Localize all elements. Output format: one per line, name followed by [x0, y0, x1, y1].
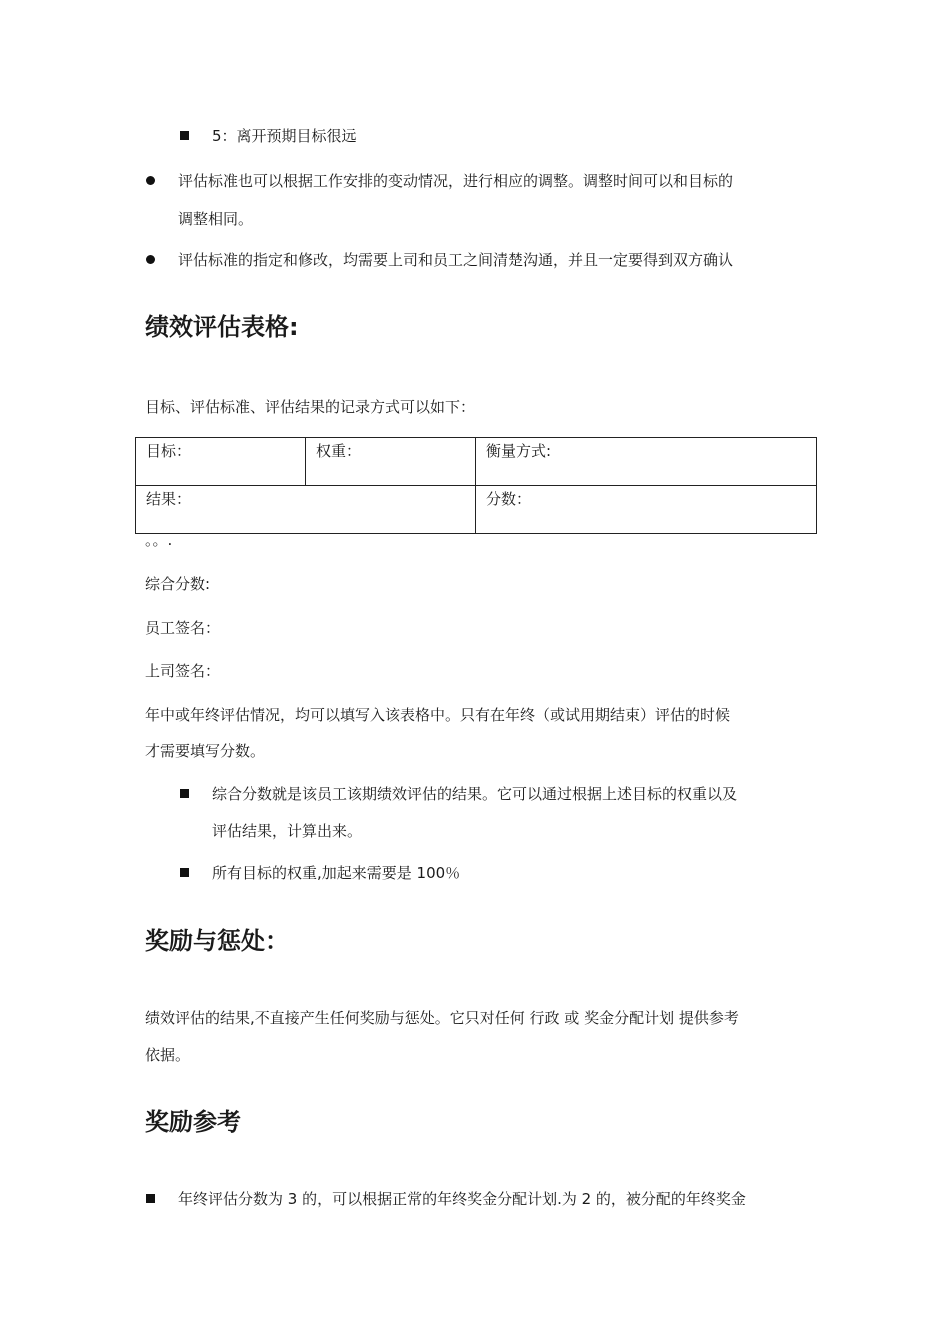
table-cell-result: 结果： [136, 486, 476, 534]
paragraph-line: 绩效评估的结果,不直接产生任何奖励与惩处。它只对任何 行政 或 奖金分配计划 提供参考 [145, 1009, 739, 1027]
section-heading: 绩效评估表格: [145, 313, 299, 341]
list-item-line: 评估标准也可以根据工作安排的变动情况，进行相应的调整。调整时间可以和目标的 [178, 172, 734, 190]
table-cell-measure: 衡量方式: [476, 438, 817, 486]
table-row [136, 438, 817, 486]
ellipsis-text: 。。. [145, 531, 173, 549]
employee-signature-label: 员工签名： [145, 619, 221, 637]
overall-score-label: 综合分数: [145, 575, 211, 593]
table-cell-score: 分数： [476, 486, 817, 534]
square-bullet-icon [146, 1194, 155, 1203]
square-bullet-icon [180, 868, 189, 877]
list-item-line: 评估标准的指定和修改，均需要上司和员工之间清楚沟通，并且一定要得到双方确认 [178, 251, 734, 269]
list-item-line: 综合分数就是该员工该期绩效评估的结果。它可以通过根据上述目标的权重以及 [212, 785, 738, 803]
section-heading: 奖励与惩处： [145, 927, 289, 955]
list-item-line: 所有目标的权重,加起来需要是 100％ [212, 864, 461, 882]
list-item-line: 调整相同。 [178, 210, 254, 228]
sub-list-item: 5：离开预期目标很远 [212, 127, 357, 145]
manager-signature-label: 上司签名： [145, 662, 221, 680]
square-bullet-icon [180, 131, 189, 140]
paragraph-line: 依据。 [145, 1046, 191, 1064]
round-bullet-icon [146, 176, 155, 185]
evaluation-form-table [135, 437, 817, 534]
square-bullet-icon [180, 789, 189, 798]
section-heading: 奖励参考 [145, 1108, 241, 1136]
paragraph-line: 年中或年终评估情况，均可以填写入该表格中。只有在年终（或试用期结束）评估的时候 [145, 706, 731, 724]
round-bullet-icon [146, 255, 155, 264]
table-cell-weight: 权重： [306, 438, 476, 486]
table-row [136, 486, 817, 534]
paragraph-line: 才需要填写分数。 [145, 742, 266, 760]
list-item-line: 评估结果，计算出来。 [212, 822, 363, 840]
paragraph: 目标、评估标准、评估结果的记录方式可以如下： [145, 398, 476, 416]
list-item-line: 年终评估分数为 3 的，可以根据正常的年终奖金分配计划.为 2 的，被分配的年终奖金 [178, 1190, 746, 1208]
table-cell-goal: 目标： [136, 438, 306, 486]
